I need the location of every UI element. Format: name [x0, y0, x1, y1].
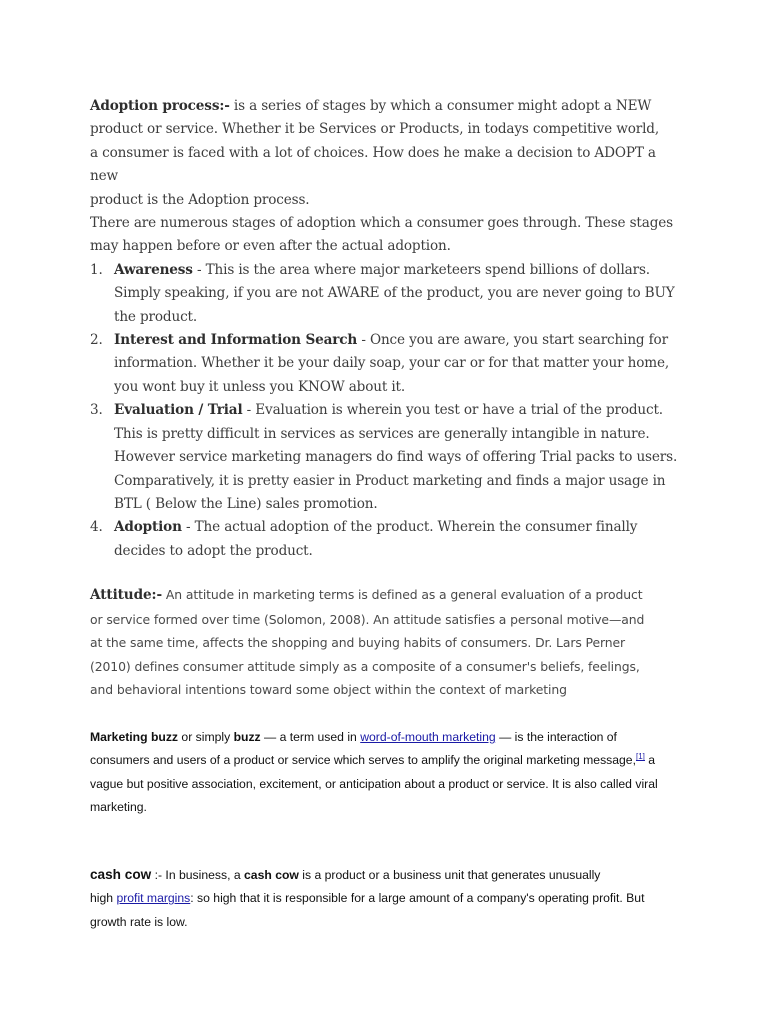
stage-text: the product.: [114, 308, 198, 325]
stage-text: This is pretty difficult in services as services are generally intangible in nature.: [114, 425, 650, 442]
attitude-line: An attitude in marketing terms is defined as a general evaluation of a product: [162, 587, 643, 602]
stage-text: - Evaluation is wherein you test or have a trial of the product.: [242, 402, 663, 419]
stage-interest: [90, 329, 680, 399]
adoption-intro-line: product is the Adoption process.: [90, 191, 310, 208]
stage-text: you wont buy it unless you KNOW about it.: [114, 378, 406, 395]
stage-text: However service marketing managers do find ways of offering Trial packs to users.: [114, 449, 678, 466]
footnote-link[interactable]: [1]: [635, 752, 645, 762]
stage-text: - Once you are aware, you start searching for: [357, 332, 668, 349]
buzz-text: — is the interaction of: [495, 730, 617, 744]
buzz-text: marketing.: [90, 800, 147, 815]
adoption-title-suffix: :-: [219, 98, 230, 114]
adoption-stages-list: [90, 259, 680, 563]
attitude-line: and behavioral intentions toward some object within the context of marketing: [90, 682, 567, 698]
stage-title: Interest and Information Search: [114, 332, 358, 349]
stage-number: 4.: [90, 519, 103, 536]
stage-text: BTL ( Below the Line) sales promotion.: [114, 495, 378, 512]
stage-title: Adoption: [114, 519, 182, 536]
attitude-title: Attitude: [90, 587, 152, 603]
profit-margins-link[interactable]: profit margins: [116, 891, 191, 906]
adoption-intro-line: is a series of stages by which a consumer might adopt a NEW: [229, 98, 652, 114]
stage-text: information. Whether it be your daily soap, your car or for that matter your home,: [114, 355, 670, 372]
stage-number: 3.: [90, 402, 103, 419]
stage-text: - This is the area where major marketeers spend billions of dollars.: [192, 261, 650, 278]
stage-evaluation: [90, 399, 680, 516]
attitude-paragraph: [90, 583, 680, 702]
stage-awareness: [90, 259, 680, 329]
attitude-line: at the same time, affects the shopping and buying habits of consumers. Dr. Lars Perner: [90, 635, 626, 651]
buzz-text: a: [644, 753, 656, 768]
word-of-mouth-link[interactable]: word-of-mouth marketing: [360, 730, 496, 744]
adoption-intro-line: product or service. Whether it be Services or Products, in todays competitive world,: [90, 121, 660, 138]
cash-cow-text: growth rate is low.: [90, 914, 188, 929]
cash-cow-text: : so high that it is responsible for a large amount of a company's operating profit. But: [190, 891, 645, 906]
cash-cow-term: cash cow: [244, 868, 299, 882]
stage-text: - The actual adoption of the product. Wherein the consumer finally: [181, 519, 638, 536]
stage-text: Comparatively, it is pretty easier in Product marketing and finds a major usage in: [114, 472, 666, 489]
stage-title: Awareness: [114, 261, 193, 278]
buzz-text: consumers and users of a product or service which serves to amplify the original marketing message,: [90, 753, 636, 768]
attitude-section: [90, 583, 680, 702]
buzz-text: vague but positive association, excitement, or anticipation about a product or service. It is also called viral: [90, 776, 658, 791]
stage-number: 1.: [90, 261, 103, 278]
buzz-text: or simply: [178, 730, 234, 744]
attitude-title-suffix: :-: [151, 587, 163, 603]
cash-cow-paragraph: [90, 863, 690, 934]
adoption-title: Adoption process: [90, 98, 220, 114]
buzz-paragraph: [90, 726, 690, 820]
stage-title: Evaluation / Trial: [114, 402, 243, 419]
adoption-section: [90, 95, 680, 563]
stage-adoption: [90, 516, 680, 563]
cash-cow-text: In business, a: [162, 868, 245, 882]
cash-cow-title: cash cow: [90, 867, 152, 882]
stage-number: 2.: [90, 332, 103, 349]
buzz-text: — a term used in: [260, 730, 361, 744]
stage-text: Simply speaking, if you are not AWARE of the product, you are never going to BUY: [114, 285, 675, 302]
cash-cow-text: high: [90, 891, 117, 906]
cash-cow-text: is a product or a business unit that generates unusually: [298, 868, 601, 882]
stage-text: decides to adopt the product.: [114, 542, 313, 559]
cash-cow-section: [90, 863, 690, 934]
buzz-section: [90, 726, 690, 820]
adoption-intro-line: may happen before or even after the actual adoption.: [90, 238, 451, 255]
adoption-intro: [90, 95, 680, 259]
cash-cow-title-suffix: :-: [151, 868, 163, 882]
attitude-line: or service formed over time (Solomon, 2008). An attitude satisfies a personal motive—and: [90, 611, 645, 627]
adoption-intro-line: There are numerous stages of adoption which a consumer goes through. These stages: [90, 215, 673, 232]
buzz-alt-term: buzz: [233, 730, 261, 744]
adoption-intro-line: a consumer is faced with a lot of choices. How does he make a decision to ADOPT a new: [90, 144, 656, 185]
buzz-term: Marketing buzz: [90, 730, 179, 744]
attitude-line: (2010) defines consumer attitude simply as a composite of a consumer's beliefs, feelings,: [90, 658, 640, 674]
